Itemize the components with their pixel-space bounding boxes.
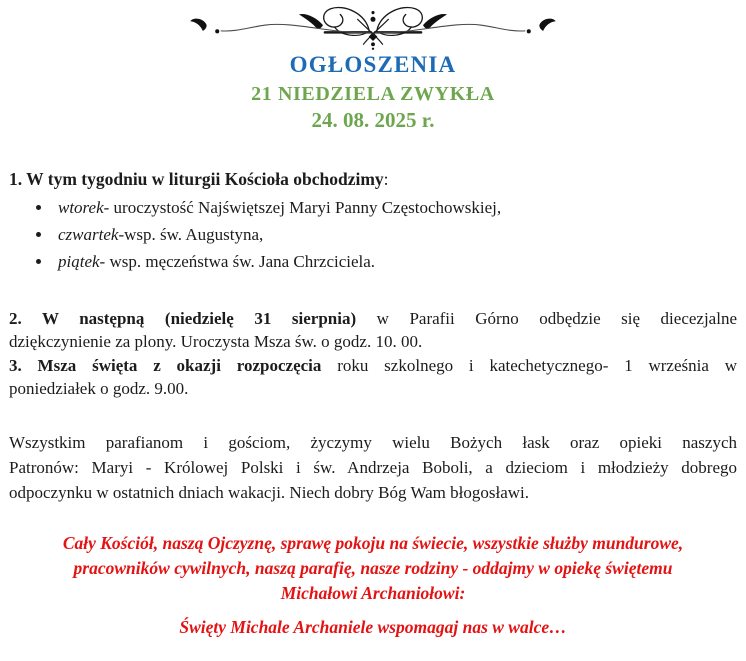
liturgy-item-tuesday — [53, 196, 737, 219]
date-line: 24. 08. 2025 r. — [311, 108, 435, 132]
prayer-final-line: Święty Michale Archaniele wspomagaj nas w walce… — [179, 616, 567, 637]
prayer-line-3: Michałowi Archaniołowi: — [280, 582, 466, 603]
school-mass-line-2: poniedziałek o godz. 9.00. — [9, 379, 189, 398]
prayer-line-1: Cały Kościół, naszą Ojczyznę, sprawę pokoju na świecie, wszystkie służby mundurowe, — [62, 532, 684, 553]
liturgy-day-label: czwartek — [58, 224, 119, 244]
sunday-title: 21 NIEDZIELA ZWYKŁA — [251, 83, 495, 105]
school-mass-line-1 — [9, 354, 737, 378]
liturgy-item-text: -wsp. św. Augustyna, — [118, 224, 264, 244]
page-title: OGŁOSZENIA — [289, 52, 457, 77]
school-mass-bold: 3. Msza święta z okazji rozpoczęcia — [9, 355, 322, 375]
liturgy-item-friday — [53, 250, 737, 273]
blessing-line-2: Patronów: Maryi - Królowej Polski i św. Andrzeja Boboli, a dzieciom i młodzieży dobrego — [9, 457, 737, 477]
blessing-paragraph — [9, 430, 737, 505]
blessing-line-3: odpoczynku w ostatnich dniach wakacji. Niech dobry Bóg Wam błogosławi. — [9, 482, 530, 502]
liturgy-day-label: wtorek — [58, 197, 104, 217]
harvest-line-2: dziękczynienie za plony. Uroczysta Msza św. o godz. 10. 00. — [9, 332, 423, 351]
liturgy-heading-colon: : — [383, 169, 389, 189]
prayer-paragraph — [9, 531, 737, 606]
liturgy-heading-bold: 1. W tym tygodniu w liturgii Kościoła obchodzimy — [9, 169, 384, 189]
school-mass-text: roku szkolnego i katechetycznego- 1 września w — [321, 355, 737, 375]
liturgy-heading — [9, 168, 737, 192]
liturgy-day-label: piątek — [58, 251, 100, 271]
liturgy-list — [9, 196, 737, 273]
flourish-divider-icon — [163, 2, 583, 52]
liturgy-item-thursday — [53, 223, 737, 246]
liturgy-item-text: - uroczystość Najświętszej Maryi Panny Częstochowskiej, — [103, 197, 502, 217]
document-header — [0, 2, 746, 132]
announcements-2-3 — [9, 307, 737, 401]
harvest-bold: 2. W następną (niedzielę 31 sierpnia) — [9, 308, 357, 328]
liturgy-item-text: - wsp. męczeństwa św. Jana Chrzciciela. — [99, 251, 376, 271]
harvest-text: w Parafii Górno odbędzie się diecezjalne — [356, 308, 737, 328]
announcements-body — [0, 168, 746, 640]
blessing-line-1: Wszystkim parafianom i gościom, życzymy wielu Bożych łask oraz opieki naszych — [9, 432, 737, 452]
prayer-line-2: pracowników cywilnych, naszą parafię, nasze rodziny - oddajmy w opiekę świętemu — [73, 557, 673, 578]
harvest-line-1 — [9, 307, 737, 331]
